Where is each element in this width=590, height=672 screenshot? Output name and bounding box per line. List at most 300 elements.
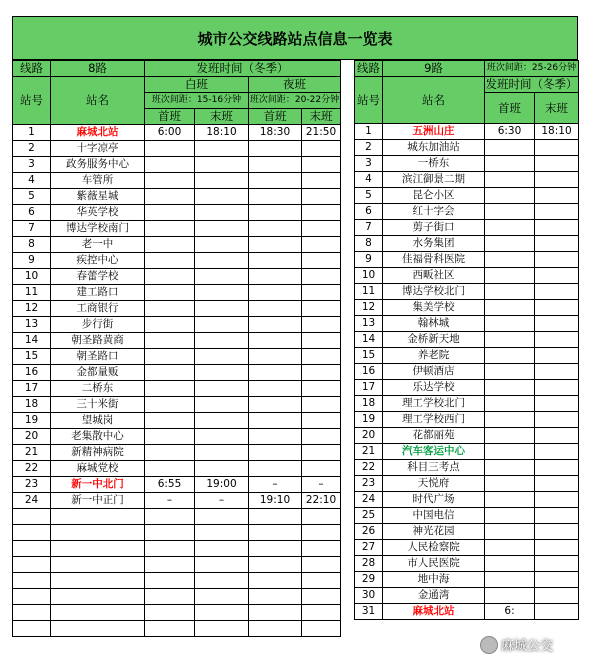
first-time [485,220,535,236]
stop-name: 西畈社区 [383,268,485,284]
night-last-time [302,301,341,317]
day-first-time [145,429,195,445]
empty-cell [13,509,51,525]
stop-number: 22 [13,461,51,477]
table-row [355,412,579,428]
stop-number: 30 [355,588,383,604]
empty-cell [13,557,51,573]
night-last-time [302,461,341,477]
empty-cell [195,541,249,557]
night-first-time [249,349,302,365]
empty-cell [302,621,341,637]
stop-number: 13 [355,316,383,332]
last-time [535,380,579,396]
table-row [13,349,341,365]
last-time [535,476,579,492]
stop-no-header: 站号 [13,77,51,125]
last-time [535,204,579,220]
table-row [355,540,579,556]
night-last-time: – [302,477,341,493]
wechat-logo-icon [480,636,498,654]
last-time [535,140,579,156]
stop-name: 麻城党校 [51,461,145,477]
empty-row [13,589,341,605]
day-shift-header: 白班 [145,77,249,93]
table-row [13,365,341,381]
night-first-time [249,285,302,301]
empty-cell [145,557,195,573]
day-first-time [145,141,195,157]
night-first-time [249,221,302,237]
empty-cell [249,557,302,573]
empty-cell [145,621,195,637]
stop-name: 佳福骨科医院 [383,252,485,268]
day-last-time [195,397,249,413]
first-time [485,540,535,556]
table-row [355,508,579,524]
stop-name-header: 站名 [51,77,145,125]
empty-cell [195,589,249,605]
night-shift-header: 夜班 [249,77,341,93]
stop-name: 理工学校西门 [383,412,485,428]
stop-number: 22 [355,460,383,476]
day-first-time [145,189,195,205]
stop-number: 8 [13,237,51,253]
table-row [13,157,341,173]
table-row [355,204,579,220]
table-row [355,300,579,316]
day-first-time [145,285,195,301]
stop-number: 17 [13,381,51,397]
empty-cell [13,605,51,621]
stop-number: 12 [13,301,51,317]
departure-header: 发班时间（冬季） [485,77,578,91]
last-time [535,508,579,524]
day-first-time [145,365,195,381]
stop-name: 新一中北门 [51,477,145,493]
night-last-time [302,285,341,301]
table-row [355,364,579,380]
stop-number: 1 [355,124,383,140]
first-time [485,588,535,604]
empty-cell [249,525,302,541]
stop-number: 3 [355,156,383,172]
table-row [13,221,341,237]
empty-cell [302,589,341,605]
stop-number: 18 [355,396,383,412]
day-last-time [195,141,249,157]
table-row [13,413,341,429]
table-row [13,125,341,141]
stop-number: 9 [355,252,383,268]
last-time [535,316,579,332]
watermark-text: 麻城公交 [501,639,554,654]
stop-number: 19 [355,412,383,428]
first-time: 6:30 [485,124,535,140]
stop-name: 朝圣路黄商 [51,333,145,349]
day-last-time [195,429,249,445]
night-last-time [302,269,341,285]
stop-number: 10 [355,268,383,284]
interval-note: 班次间距：25-26分钟 [485,61,579,77]
stop-number: 23 [355,476,383,492]
stop-number: 6 [13,205,51,221]
stop-number: 20 [355,428,383,444]
day-last-time [195,413,249,429]
stop-name: 剪子街口 [383,220,485,236]
last-time [535,332,579,348]
stop-name: 集美学校 [383,300,485,316]
stop-number: 9 [13,253,51,269]
day-last-time [195,237,249,253]
first-time [485,140,535,156]
table-row [355,172,579,188]
empty-cell [249,621,302,637]
empty-cell [249,605,302,621]
empty-cell [13,541,51,557]
last-header: 末班 [535,93,579,124]
empty-cell [249,589,302,605]
table-row [355,220,579,236]
stop-name: 紫薇星城 [51,189,145,205]
table-row [355,524,579,540]
first-time [485,428,535,444]
empty-cell [51,573,145,589]
first-time [485,444,535,460]
stop-number: 5 [355,188,383,204]
night-first-time [249,253,302,269]
empty-cell [13,573,51,589]
empty-row [13,557,341,573]
stop-name: 十字凉亭 [51,141,145,157]
stop-number: 19 [13,413,51,429]
stop-name: 金都量贩 [51,365,145,381]
table-row [13,269,341,285]
empty-row [13,541,341,557]
stop-number: 2 [355,140,383,156]
night-last-time [302,429,341,445]
first-time [485,188,535,204]
last-time [535,156,579,172]
empty-cell [145,509,195,525]
last-time [535,604,579,620]
last-time: 18:10 [535,124,579,140]
empty-cell [145,541,195,557]
stop-number: 31 [355,604,383,620]
first-time [485,236,535,252]
stop-number: 20 [13,429,51,445]
last-time [535,268,579,284]
last-time [535,572,579,588]
night-last-time [302,221,341,237]
table-row [13,397,341,413]
stop-name: 翰林城 [383,316,485,332]
stop-number: 6 [355,204,383,220]
last-time [535,428,579,444]
stop-name: 博达学校北门 [383,284,485,300]
line-name: 9路 [383,61,485,77]
night-last-time: 21:50 [302,125,341,141]
stop-number: 7 [13,221,51,237]
table-row [355,316,579,332]
day-first-time [145,221,195,237]
stop-name: 中国电信 [383,508,485,524]
day-last-time: 19:00 [195,477,249,493]
stop-name: 人民检察院 [383,540,485,556]
day-first-header: 首班 [145,109,195,125]
table-row [355,140,579,156]
stop-name: 城东加油站 [383,140,485,156]
empty-cell [51,621,145,637]
empty-cell [302,509,341,525]
day-last-time [195,189,249,205]
day-first-time [145,317,195,333]
stop-number: 29 [355,572,383,588]
day-last-time [195,285,249,301]
stop-number: 11 [355,284,383,300]
watermark [480,635,553,654]
day-first-time [145,253,195,269]
stop-name: 红十字会 [383,204,485,220]
day-last-time: 18:10 [195,125,249,141]
empty-cell [145,525,195,541]
table-row [355,332,579,348]
table-row [13,333,341,349]
stop-name: 乐达学校 [383,380,485,396]
last-time [535,252,579,268]
empty-row [13,621,341,637]
stop-name: 华英学校 [51,205,145,221]
stop-no-header: 站号 [355,77,383,124]
day-last-time: – [195,493,249,509]
stop-number: 24 [13,493,51,509]
departure-header: 发班时间（冬季） [145,61,341,77]
stop-name: 昆仑小区 [383,188,485,204]
day-first-time [145,445,195,461]
night-last-time [302,237,341,253]
table-row [13,237,341,253]
night-first-time [249,301,302,317]
empty-cell [51,605,145,621]
stop-name: 车管所 [51,173,145,189]
table-row [13,477,341,493]
first-time [485,364,535,380]
night-first-time [249,141,302,157]
day-first-time [145,397,195,413]
day-first-time [145,237,195,253]
stop-name: 麻城北站 [51,125,145,141]
stop-name: 养老院 [383,348,485,364]
empty-cell [302,605,341,621]
stop-name: 春蕾学校 [51,269,145,285]
empty-cell [145,573,195,589]
last-time [535,396,579,412]
night-last-time [302,413,341,429]
stop-name-header: 站名 [383,77,485,124]
table-row [355,444,579,460]
stop-number: 11 [13,285,51,301]
stop-name: 五洲山庄 [383,124,485,140]
last-time [535,220,579,236]
last-time [535,540,579,556]
first-time [485,268,535,284]
day-last-time [195,381,249,397]
empty-cell [195,525,249,541]
night-first-time [249,269,302,285]
first-time [485,572,535,588]
stop-number: 7 [355,220,383,236]
stop-name: 新精神病院 [51,445,145,461]
empty-cell [195,621,249,637]
table-row [355,236,579,252]
empty-row [13,509,341,525]
night-first-time [249,157,302,173]
table-row [13,141,341,157]
empty-cell [195,509,249,525]
empty-cell [302,573,341,589]
night-last-time [302,397,341,413]
stop-name: 麻城北站 [383,604,485,620]
last-time [535,172,579,188]
table-row [355,396,579,412]
day-last-time [195,365,249,381]
stop-name: 金桥新天地 [383,332,485,348]
table-row [13,381,341,397]
stop-number: 28 [355,556,383,572]
table-row [355,268,579,284]
stop-number: 3 [13,157,51,173]
first-time [485,284,535,300]
night-first-time: – [249,477,302,493]
empty-cell [145,589,195,605]
first-time [485,476,535,492]
night-first-time [249,189,302,205]
night-first-time [249,333,302,349]
table-row [355,380,579,396]
stop-name: 地中海 [383,572,485,588]
stop-name: 工商银行 [51,301,145,317]
last-time [535,492,579,508]
empty-row [13,525,341,541]
line-name: 8路 [51,61,145,77]
stop-number: 15 [13,349,51,365]
night-last-time [302,253,341,269]
table-row [13,301,341,317]
stop-name: 老一中 [51,237,145,253]
table-row [355,124,579,140]
table-row [355,284,579,300]
night-last-time [302,141,341,157]
stop-name: 望城岗 [51,413,145,429]
day-first-time: 6:55 [145,477,195,493]
first-time [485,412,535,428]
night-last-time: 22:10 [302,493,341,509]
stop-number: 25 [355,508,383,524]
stop-name: 神光花园 [383,524,485,540]
night-first-time [249,205,302,221]
day-first-time [145,461,195,477]
empty-cell [195,573,249,589]
day-last-time [195,205,249,221]
stop-number: 12 [355,300,383,316]
night-first-time [249,173,302,189]
table-row [13,493,341,509]
table-row [355,492,579,508]
empty-cell [249,573,302,589]
night-first-time [249,445,302,461]
last-time [535,460,579,476]
stop-number: 16 [13,365,51,381]
table-row [13,317,341,333]
last-time [535,364,579,380]
stop-number: 14 [355,332,383,348]
night-first-time [249,317,302,333]
night-last-time [302,381,341,397]
day-last-time [195,173,249,189]
last-time [535,412,579,428]
night-last-time [302,317,341,333]
stop-number: 4 [13,173,51,189]
table-row [355,476,579,492]
day-last-time [195,269,249,285]
stop-name: 金通湾 [383,588,485,604]
stop-number: 27 [355,540,383,556]
day-first-time [145,349,195,365]
last-time [535,444,579,460]
stop-name: 疾控中心 [51,253,145,269]
empty-cell [13,589,51,605]
stop-name: 老集散中心 [51,429,145,445]
last-time [535,348,579,364]
sheet-title: 城市公交线路站点信息一览表 [12,16,578,60]
day-first-time [145,269,195,285]
table-row [355,348,579,364]
night-first-time: 18:30 [249,125,302,141]
night-last-time [302,365,341,381]
night-last-time [302,157,341,173]
table-row [355,572,579,588]
day-last-time [195,157,249,173]
day-first-time [145,173,195,189]
first-time [485,524,535,540]
stop-name: 天悦府 [383,476,485,492]
table-row [355,428,579,444]
stop-name: 博达学校南门 [51,221,145,237]
day-interval: 班次间距：15-16分钟 [145,93,249,109]
empty-cell [195,605,249,621]
first-time: 6: [485,604,535,620]
table-row [13,189,341,205]
night-last-time [302,349,341,365]
last-time [535,300,579,316]
first-header: 首班 [485,93,535,124]
table-row [355,588,579,604]
table-row [355,460,579,476]
stop-number: 2 [13,141,51,157]
stop-number: 13 [13,317,51,333]
empty-cell [13,621,51,637]
empty-cell [302,525,341,541]
night-last-time [302,189,341,205]
last-time [535,188,579,204]
night-first-time [249,461,302,477]
first-time [485,492,535,508]
first-time [485,204,535,220]
stop-number: 14 [13,333,51,349]
day-first-time [145,333,195,349]
table-row [355,252,579,268]
last-time [535,524,579,540]
